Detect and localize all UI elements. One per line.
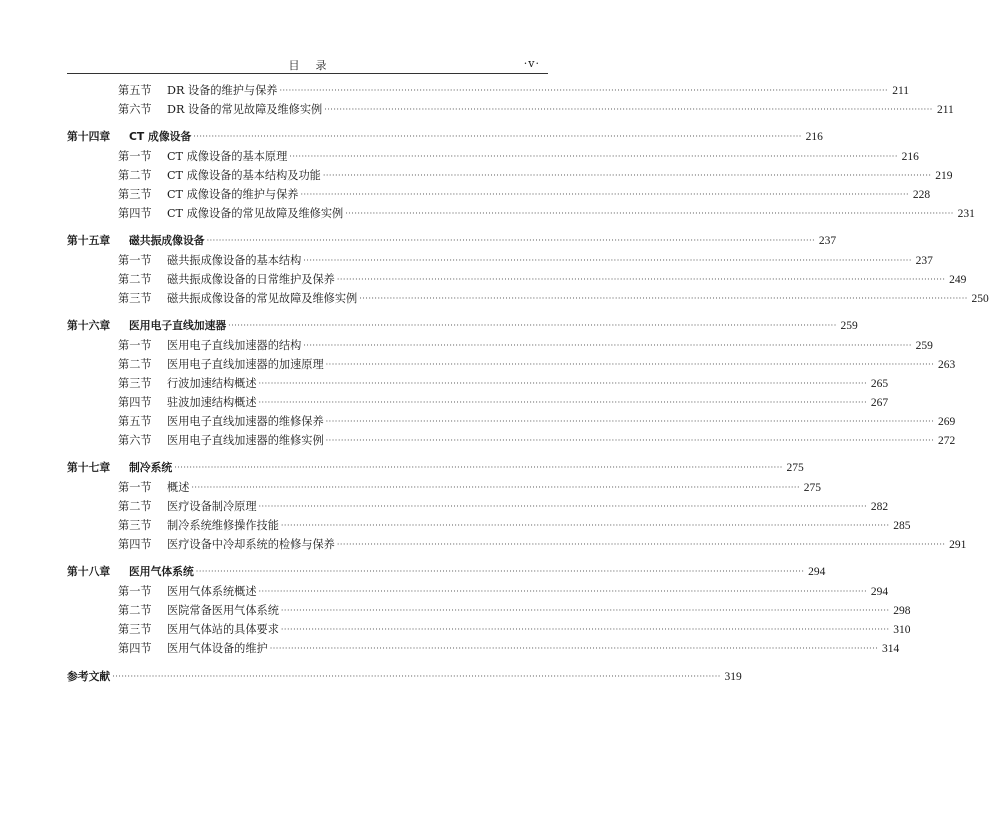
section-number: 第四节 (118, 538, 152, 551)
dot-leader: ········································································································································································································ (289, 152, 898, 161)
page-number: 269 (937, 416, 956, 428)
dot-leader: ········································································································································································································ (279, 86, 889, 95)
section-title: 医用气体站的具体要求 (167, 623, 279, 636)
toc-chapter-entry[interactable] (67, 564, 826, 583)
chapter-number: 第十四章 (67, 130, 111, 143)
toc-section-entry[interactable] (67, 252, 933, 271)
page-number: 275 (803, 482, 821, 494)
page-number: 294 (808, 566, 826, 578)
chapter-number: 第十八章 (67, 565, 111, 578)
section-title: 磁共振成像设备的日常维护及保养 (167, 273, 335, 286)
page-number: 231 (957, 208, 975, 220)
dot-leader: ········································································································································································································ (345, 209, 954, 218)
section-number: 第六节 (118, 103, 152, 116)
toc-section-entry[interactable] (67, 356, 956, 375)
section-number: 第一节 (118, 481, 152, 494)
section-title: 医疗设备制冷原理 (167, 500, 257, 513)
page-number: 219 (935, 170, 953, 182)
toc-section-entry[interactable] (67, 148, 919, 167)
page-number: 211 (892, 85, 910, 97)
page-number: 314 (882, 643, 900, 655)
dot-leader: ········································································································································································································ (258, 587, 868, 596)
section-title: 医疗设备中冷却系统的检修与保养 (167, 538, 335, 551)
section-number: 第二节 (118, 500, 152, 513)
page-number: 285 (893, 520, 911, 532)
section-number: 第二节 (118, 358, 152, 371)
section-title: 医用电子直线加速器的结构 (167, 339, 302, 352)
dot-leader: ········································································································································································································ (191, 483, 800, 492)
section-title: 制冷系统维修操作技能 (167, 519, 279, 532)
toc-section-entry[interactable] (67, 101, 954, 120)
section-title: 行波加速结构概述 (167, 377, 257, 390)
page-number: 250 (971, 293, 989, 305)
chapter-title: 制冷系统 (129, 461, 173, 474)
toc-chapter-entry[interactable] (67, 129, 823, 148)
header-rule (67, 73, 548, 74)
toc-section-entry[interactable] (67, 337, 933, 356)
section-number: 第四节 (118, 642, 152, 655)
dot-leader: ········································································································································································································ (303, 256, 912, 265)
dot-leader: ········································································································································································································ (258, 502, 868, 511)
dot-leader: ········································································································································································································ (303, 341, 912, 350)
section-title: 医用气体系统概述 (167, 585, 257, 598)
dot-leader: ········································································································································································································ (112, 672, 721, 681)
dot-leader: ········································································································································································································ (322, 171, 932, 180)
section-title: CT 成像设备的维护与保养 (167, 188, 299, 201)
toc-section-entry[interactable] (67, 290, 989, 309)
dot-leader: ········································································································································································································ (325, 436, 935, 445)
section-title: CT 成像设备的基本原理 (167, 150, 288, 163)
page-number: 265 (870, 378, 889, 390)
chapter-title: 磁共振成像设备 (129, 234, 205, 247)
toc-section-entry[interactable] (67, 375, 889, 394)
page-number: 272 (937, 435, 956, 447)
dot-leader: ········································································································································································································ (258, 398, 868, 407)
section-title: CT 成像设备的常见故障及维修实例 (167, 207, 344, 220)
dot-leader: ········································································································································································································ (324, 105, 933, 114)
section-number: 第三节 (118, 292, 152, 305)
page-number: 267 (870, 397, 889, 409)
dot-leader: ········································································································································································································ (336, 275, 946, 284)
section-title: 医用电子直线加速器的加速原理 (167, 358, 324, 371)
section-number: 第一节 (118, 254, 152, 267)
table-of-contents (67, 82, 989, 688)
page-number: 237 (915, 255, 933, 267)
page-number: 259 (915, 340, 933, 352)
toc-section-entry[interactable] (67, 167, 953, 186)
section-number: 第三节 (118, 377, 152, 390)
page-number: 319 (724, 671, 742, 683)
section-number: 第二节 (118, 273, 152, 286)
section-title: 磁共振成像设备的基本结构 (167, 254, 302, 267)
page-number: 310 (893, 624, 911, 636)
page-number: 298 (893, 605, 911, 617)
page-number: 294 (870, 586, 889, 598)
section-title: 驻波加速结构概述 (167, 396, 257, 409)
chapter-title: 医用电子直线加速器 (129, 319, 227, 332)
section-number: 第五节 (118, 415, 152, 428)
dot-leader: ········································································································································································································ (269, 644, 879, 653)
dot-leader: ········································································································································································································ (300, 190, 910, 199)
toc-section-entry[interactable] (67, 621, 911, 640)
chapter-title: 医用气体系统 (129, 565, 194, 578)
section-title: CT 成像设备的基本结构及功能 (167, 169, 321, 182)
chapter-number: 第十六章 (67, 319, 111, 332)
toc-chapter-entry[interactable] (67, 318, 858, 337)
dot-leader: ········································································································································································································ (325, 360, 935, 369)
toc-section-entry[interactable] (67, 432, 956, 451)
page-number: 282 (870, 501, 889, 513)
section-title: 医用电子直线加速器的维修保养 (167, 415, 324, 428)
section-title: 磁共振成像设备的常见故障及维修实例 (167, 292, 358, 305)
toc-section-entry[interactable] (67, 271, 967, 290)
dot-leader: ········································································································································································································ (280, 625, 890, 634)
toc-section-entry[interactable] (67, 186, 931, 205)
section-number: 第四节 (118, 207, 152, 220)
section-number: 第五节 (118, 84, 152, 97)
dot-leader: ········································································································································································································ (206, 236, 816, 245)
section-number: 第三节 (118, 188, 152, 201)
toc-section-entry[interactable] (67, 517, 911, 536)
dot-leader: ········································································································································································································ (280, 521, 890, 530)
section-number: 第三节 (118, 623, 152, 636)
page-number: 228 (912, 189, 931, 201)
dot-leader: ········································································································································································································ (336, 540, 946, 549)
toc-section-entry[interactable] (67, 479, 821, 498)
toc-section-entry[interactable] (67, 498, 889, 517)
toc-references-entry[interactable] (67, 669, 742, 688)
section-title: DR 设备的维护与保养 (167, 84, 278, 97)
section-title: 医用电子直线加速器的维修实例 (167, 434, 324, 447)
toc-chapter-entry[interactable] (67, 233, 837, 252)
dot-leader: ········································································································································································································ (228, 321, 837, 330)
page-number: 249 (949, 274, 967, 286)
toc-section-entry[interactable] (67, 536, 967, 555)
toc-section-entry[interactable] (67, 640, 900, 659)
chapter-number: 第十七章 (67, 461, 111, 474)
toc-section-entry[interactable] (67, 602, 911, 621)
page-number: 263 (937, 359, 956, 371)
section-title: 医院常备医用气体系统 (167, 604, 279, 617)
page-number: 275 (786, 462, 804, 474)
page-header (67, 57, 548, 75)
header-page-number: ·v· (523, 57, 540, 70)
page-number: 211 (936, 104, 954, 116)
dot-leader: ········································································································································································································ (193, 132, 802, 141)
toc-chapter-entry[interactable] (67, 460, 804, 479)
section-number: 第二节 (118, 169, 152, 182)
section-number: 第一节 (118, 150, 152, 163)
dot-leader: ········································································································································································································ (280, 606, 890, 615)
page-number: 216 (901, 151, 919, 163)
section-title: 医用气体设备的维护 (167, 642, 268, 655)
section-number: 第一节 (118, 339, 152, 352)
dot-leader: ········································································································································································································ (359, 294, 968, 303)
toc-section-entry[interactable] (67, 583, 889, 602)
chapter-number: 第十五章 (67, 234, 111, 247)
chapter-title: 参考文献 (67, 670, 111, 683)
section-number: 第四节 (118, 396, 152, 409)
section-title: 概述 (167, 481, 190, 494)
page-number: 259 (840, 320, 858, 332)
dot-leader: ········································································································································································································ (174, 463, 783, 472)
page-number: 216 (805, 131, 823, 143)
header-title: 目录 (288, 59, 343, 72)
section-title: DR 设备的常见故障及维修实例 (167, 103, 323, 116)
toc-section-entry[interactable] (67, 413, 956, 432)
section-number: 第一节 (118, 585, 152, 598)
toc-section-entry[interactable] (67, 205, 975, 224)
page-number: 237 (818, 235, 837, 247)
dot-leader: ········································································································································································································ (325, 417, 935, 426)
dot-leader: ········································································································································································································ (258, 379, 868, 388)
page-number: 291 (949, 539, 967, 551)
section-number: 第二节 (118, 604, 152, 617)
chapter-title: CT 成像设备 (129, 130, 192, 143)
toc-section-entry[interactable] (67, 394, 889, 413)
section-number: 第六节 (118, 434, 152, 447)
dot-leader: ········································································································································································································ (195, 567, 805, 576)
toc-section-entry[interactable] (67, 82, 910, 101)
section-number: 第三节 (118, 519, 152, 532)
